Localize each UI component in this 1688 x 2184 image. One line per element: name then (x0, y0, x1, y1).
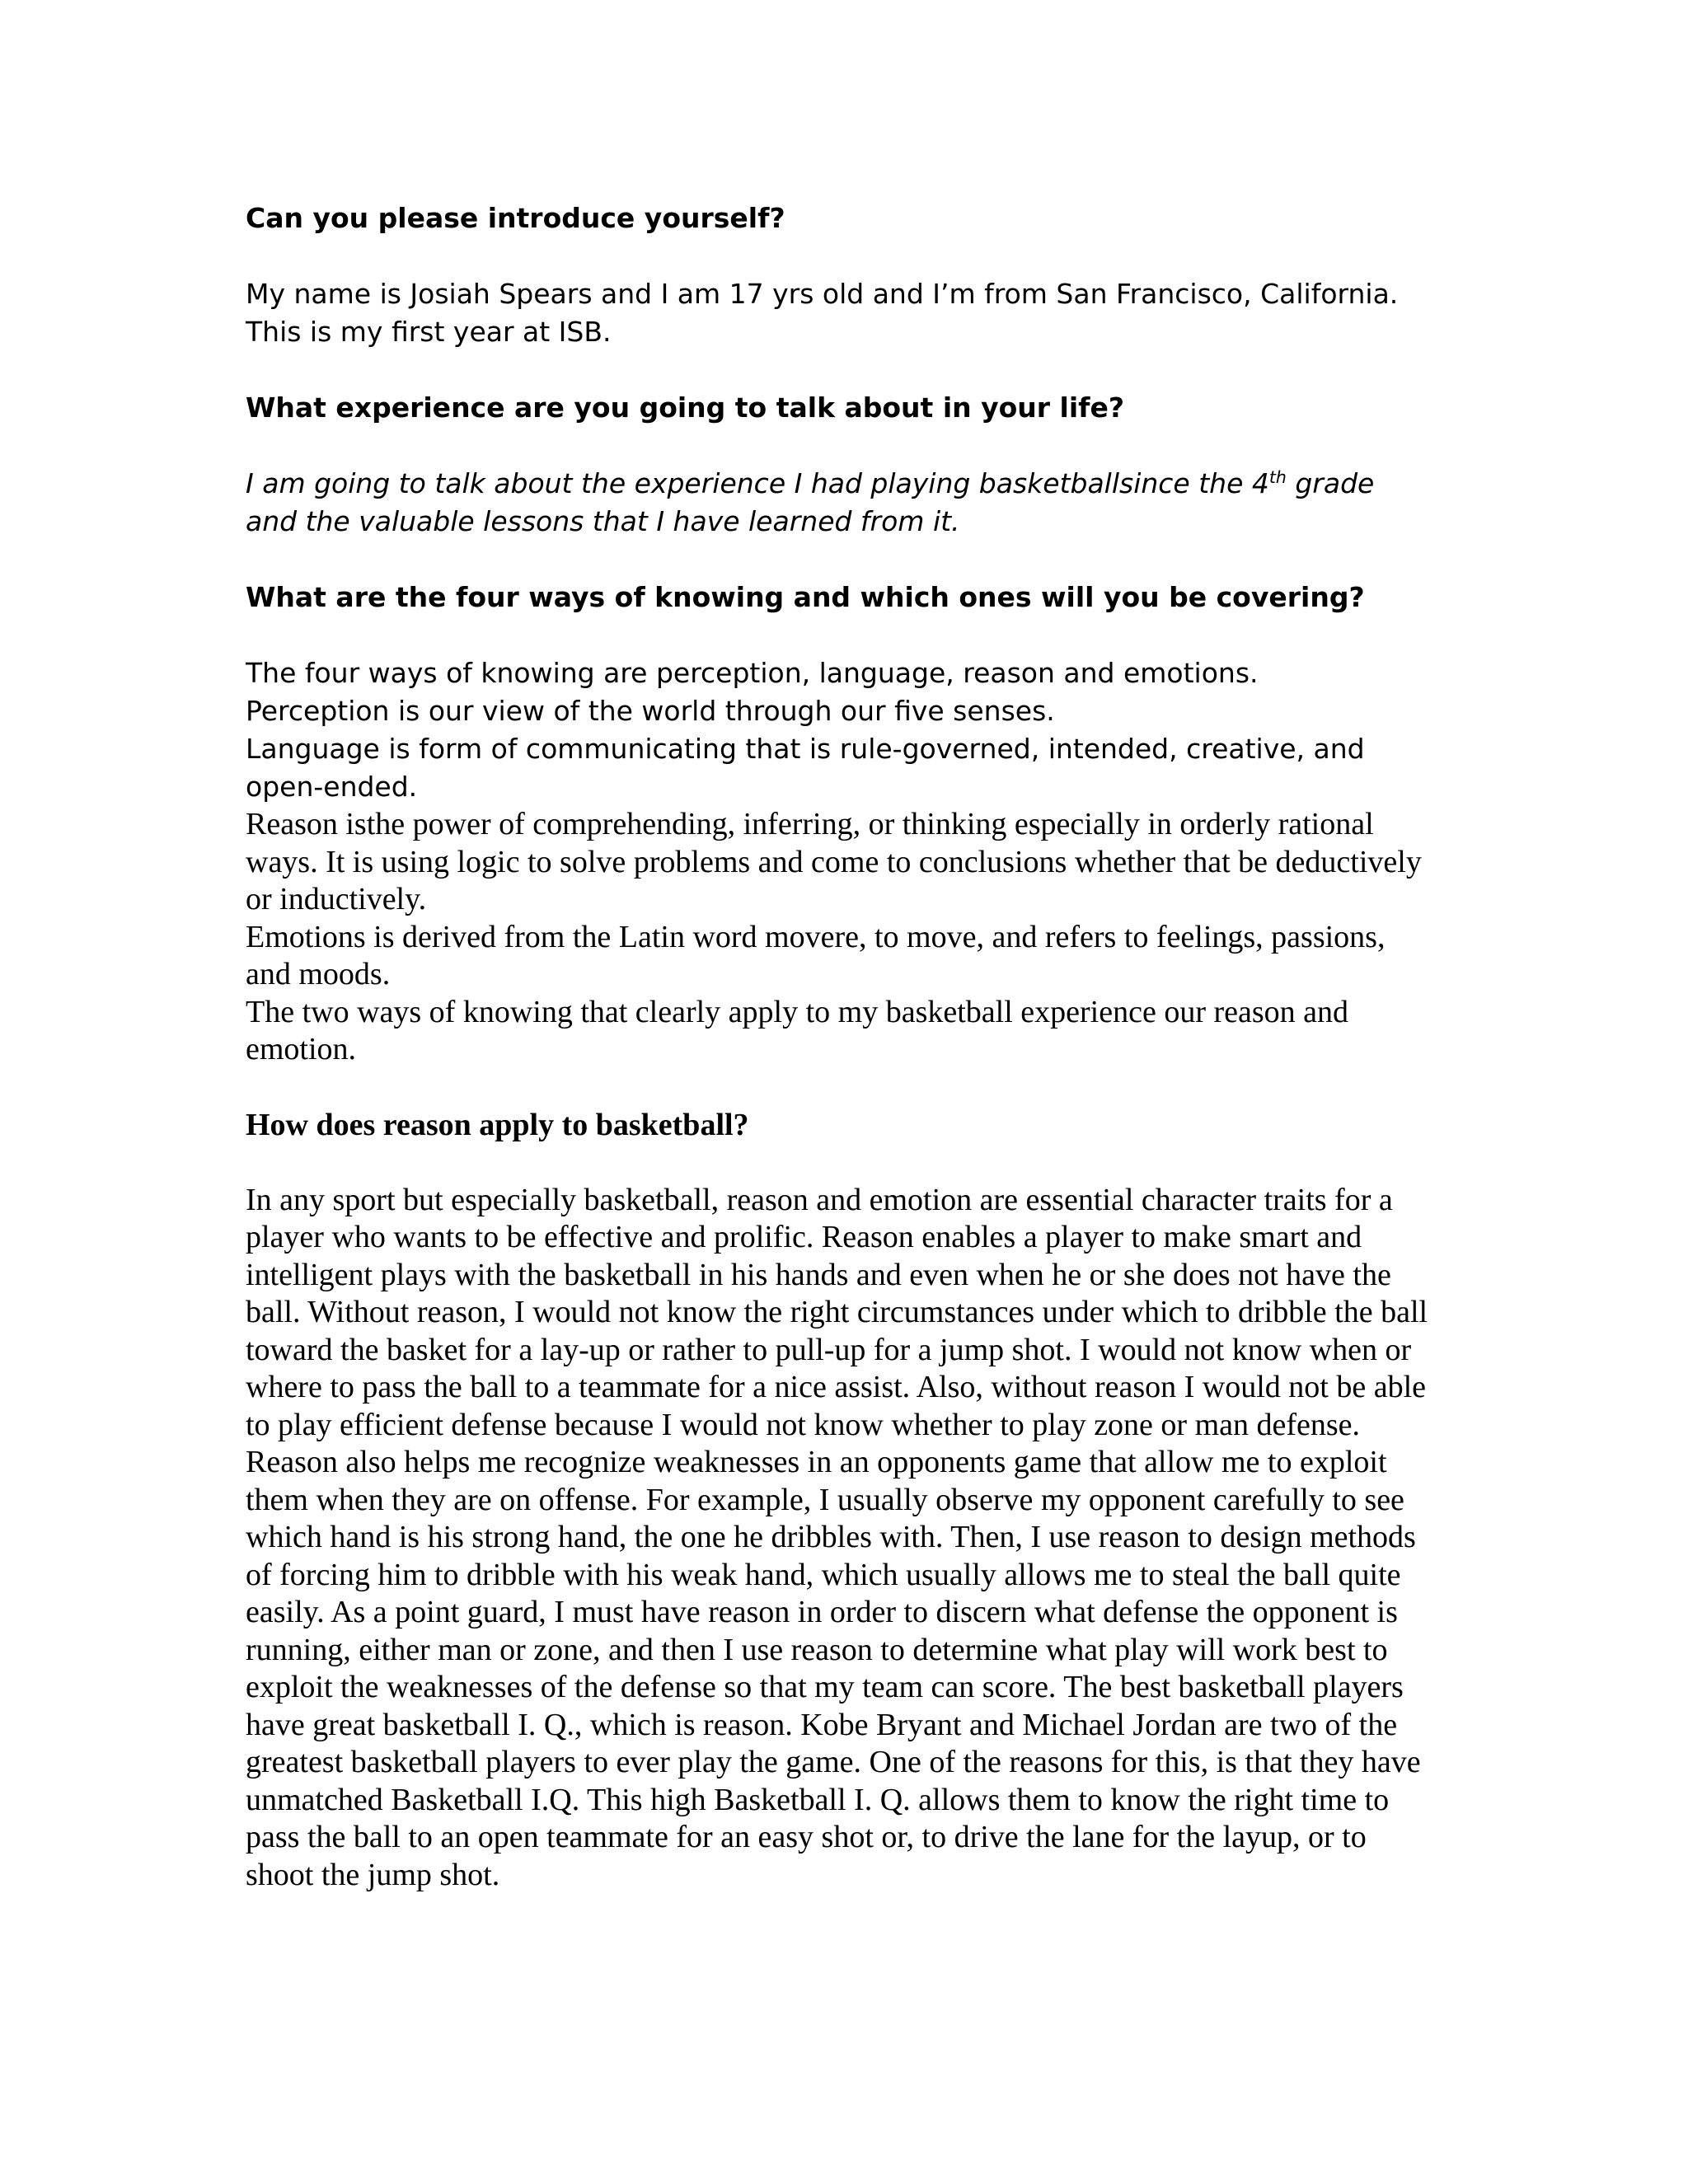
answer-experience-superscript: th (1268, 467, 1287, 487)
answer-introduce-yourself: My name is Josiah Spears and I am 17 yrs old and I’m from San Francisco, California. This is my first year at ISB. (246, 278, 1399, 348)
question-introduce-yourself: Can you please introduce yourself? (246, 202, 785, 234)
document-body (246, 199, 1432, 1894)
paragraph-language: Language is form of communicating that is rule-governed, intended, creative, and open-ended. (246, 733, 1365, 803)
answer-experience-text-start: I am going to talk about the experience I had playing basketballsince the 4 (246, 467, 1269, 499)
answer-ways-of-knowing (246, 654, 1432, 1069)
question-ways-of-knowing: What are the four ways of knowing and which ones will you be covering? (246, 581, 1365, 613)
question-experience: What experience are you going to talk about in your life? (246, 391, 1125, 424)
paragraph-reason: Reason isthe power of comprehending, inferring, or thinking especially in orderly rational ways. It is using logic to solve problems and come to conclusions whether that be deductively or inductively. (246, 807, 1422, 916)
section-spacer (246, 1069, 1432, 1107)
answer-reason-basketball: In any sport but especially basketball, reason and emotion are essential character traits for a player who wants to be effective and prolific. Reason enables a player to make smart and intelligent plays with the basketball in his hands and even when he or she does not have the ball. Without reason, I would not know the right circumstances under which to dribble the ball toward the basket for a lay-up or rather to pull-up for a jump shot. I would not know when or where to pass the ball to a teammate for a nice assist. Also, without reason I would not be able to play efficient defense because I would not know whether to play zone or man defense. Reason also helps me recognize weaknesses in an opponents game that allow me to exploit them when they are on offense. For example, I usually observe my opponent carefully to see which hand is his strong hand, the one he dribbles with. Then, I use reason to design methods of forcing him to dribble with his weak hand, which usually allows me to steal the ball quite easily. As a point guard, I must have reason in order to discern what defense the opponent is running, either man or zone, and then I use reason to determine what play will work best to exploit the weaknesses of the defense so that my team can score. The best basketball players have great basketball I. Q., which is reason. Kobe Bryant and Michael Jordan are two of the greatest basketball players to ever play the game. One of the reasons for this, is that they have unmatched Basketball I.Q. This high Basketball I. Q. allows them to know the right time to pass the ball to an open teammate for an easy shot or, to drive the lane for the layup, or to shoot the jump shot. (246, 1182, 1428, 1892)
paragraph-four-ways: The four ways of knowing are perception, language, reason and emotions. (246, 657, 1259, 689)
answer-experience-text-end: grade and the valuable lessons that I have learned from it. (246, 467, 1375, 537)
question-reason-basketball: How does reason apply to basketball? (246, 1107, 749, 1142)
paragraph-perception: Perception is our view of the world through our five senses. (246, 695, 1055, 727)
paragraph-emotions: Emotions is derived from the Latin word movere, to move, and refers to feelings, passions, and moods. (246, 919, 1386, 991)
answer-experience (246, 465, 1432, 541)
paragraph-two-ways: The two ways of knowing that clearly apply to my basketball experience our reason and emotion. (246, 994, 1349, 1066)
